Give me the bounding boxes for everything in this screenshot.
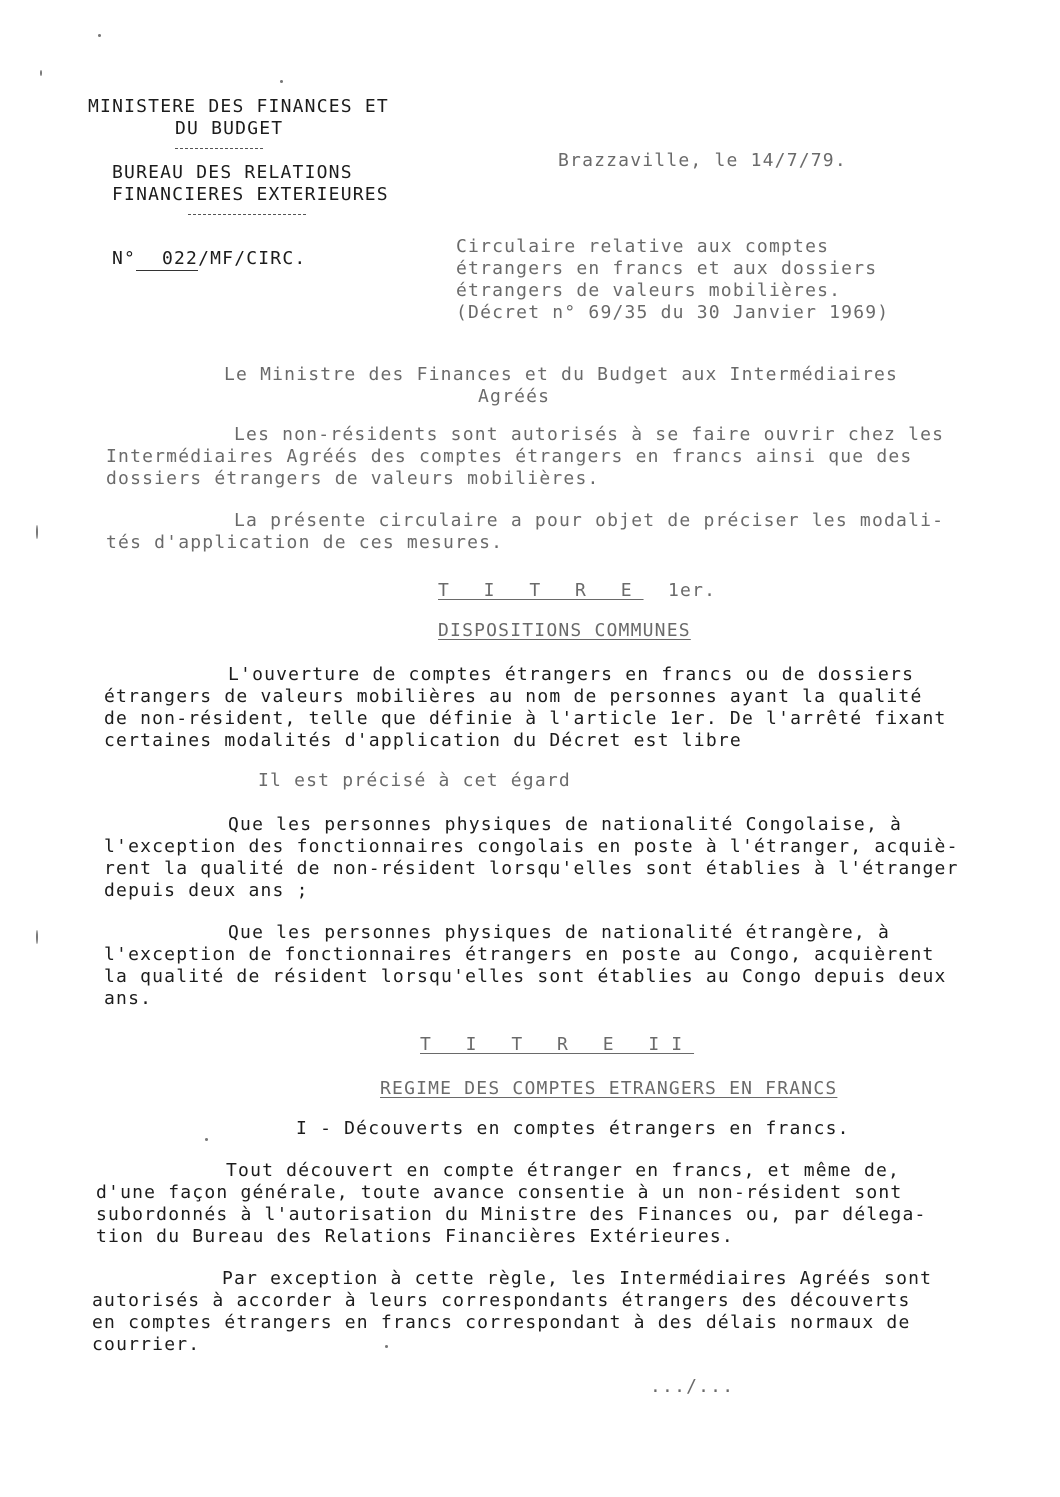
title1-p4-line-4: ans. (104, 988, 153, 1009)
title1-p4-line-2: l'exception de fonctionnaires étrangers en poste au Congo, acquièrent (104, 944, 935, 965)
intro-p2-line-1: La présente circulaire a pour objet de préciser les modali- (234, 510, 945, 531)
title1-p2: Il est précisé à cet égard (258, 770, 571, 791)
title1-p3-line-1: Que les personnes physiques de nationalité Congolaise, à (228, 814, 903, 835)
subject-line-1: Circulaire relative aux comptes (456, 236, 830, 257)
number-prefix: N° (112, 248, 137, 269)
title1-p4-line-1: Que les personnes physiques de nationalité étrangère, à (228, 922, 891, 943)
intro-p1-line-2: Intermédiaires Agréés des comptes étrangers en francs ainsi que des (106, 446, 913, 467)
place-date: Brazzaville, le 14/7/79. (558, 150, 847, 171)
number-suffix: /MF/CIRC. (198, 248, 307, 269)
title1-p1-line-3: de non-résident, telle que définie à l'article 1er. De l'arrêté fixant (104, 708, 947, 729)
scan-speck (36, 525, 38, 539)
title2-p2-line-3: en comptes étrangers en francs correspondant à des délais normaux de (92, 1312, 911, 1333)
title1-p4-line-3: la qualité de résident lorsqu'elles sont établies au Congo depuis deux (104, 966, 947, 987)
title1-p1-line-4: certaines modalités d'application du Décret est libre (104, 730, 742, 751)
title2-p1-line-4: tion du Bureau des Relations Financières Extérieures. (96, 1226, 734, 1247)
title2-p1-line-3: subordonnés à l'autorisation du Ministre des Finances ou, par délega- (96, 1204, 927, 1225)
title2-section1: I - Découverts en comptes étrangers en francs. (296, 1118, 850, 1139)
separator (188, 214, 306, 215)
title2-heading: T I T R E II (420, 1034, 695, 1055)
circular-number (112, 248, 306, 271)
title2-p2-line-4: courrier. (92, 1334, 201, 1355)
intro-p1-line-3: dossiers étrangers de valeurs mobilières. (106, 468, 600, 489)
subject-line-2: étrangers en francs et aux dossiers (456, 258, 878, 279)
ministry-line-2: DU BUDGET (175, 118, 284, 139)
scan-speck (385, 1345, 388, 1348)
title2-p2-line-1: Par exception à cette règle, les Intermédiaires Agréés sont (222, 1268, 933, 1289)
title1-p3-line-2: l'exception des fonctionnaires congolais en poste à l'étranger, acquiè- (104, 836, 959, 857)
title1-p1-line-1: L'ouverture de comptes étrangers en francs ou de dossiers (228, 664, 915, 685)
separator (175, 148, 263, 149)
continued-mark: .../... (650, 1376, 735, 1397)
scan-speck (280, 80, 283, 83)
addressee-line-1: Le Ministre des Finances et du Budget aux Intermédiaires (224, 364, 899, 385)
title1-p1-line-2: étrangers de valeurs mobilières au nom de personnes ayant la qualité (104, 686, 923, 707)
scan-speck (40, 70, 42, 76)
title1-subheading: DISPOSITIONS COMMUNES (438, 620, 691, 641)
intro-p2-line-2: tés d'application de ces mesures. (106, 532, 504, 553)
title2-p2-line-2: autorisés à accorder à leurs correspondants étrangers des découverts (92, 1290, 911, 1311)
title1-number: 1er. (668, 580, 717, 601)
scan-speck (205, 1138, 208, 1141)
number-value: 022 (136, 248, 198, 271)
subject-line-3: étrangers de valeurs mobilières. (456, 280, 842, 301)
addressee-line-2: Agréés (478, 386, 551, 407)
title2-p1-line-1: Tout découvert en compte étranger en francs, et même de, (226, 1160, 901, 1181)
title1-heading: T I T R E (438, 580, 644, 601)
title2-subheading: REGIME DES COMPTES ETRANGERS EN FRANCS (380, 1078, 838, 1099)
title2-p1-line-2: d'une façon générale, toute avance consentie à un non-résident sont (96, 1182, 903, 1203)
intro-p1-line-1: Les non-résidents sont autorisés à se faire ouvrir chez les (234, 424, 945, 445)
bureau-line-1: BUREAU DES RELATIONS (112, 162, 353, 183)
scan-speck (98, 34, 101, 37)
scan-speck (36, 930, 38, 944)
title1-p3-line-3: rent la qualité de non-résident lorsqu'elles sont établies à l'étranger (104, 858, 959, 879)
ministry-line-1: MINISTERE DES FINANCES ET (88, 96, 389, 117)
bureau-line-2: FINANCIERES EXTERIEURES (112, 184, 389, 205)
title1-p3-line-4: depuis deux ans ; (104, 880, 309, 901)
subject-line-4: (Décret n° 69/35 du 30 Janvier 1969) (456, 302, 890, 323)
